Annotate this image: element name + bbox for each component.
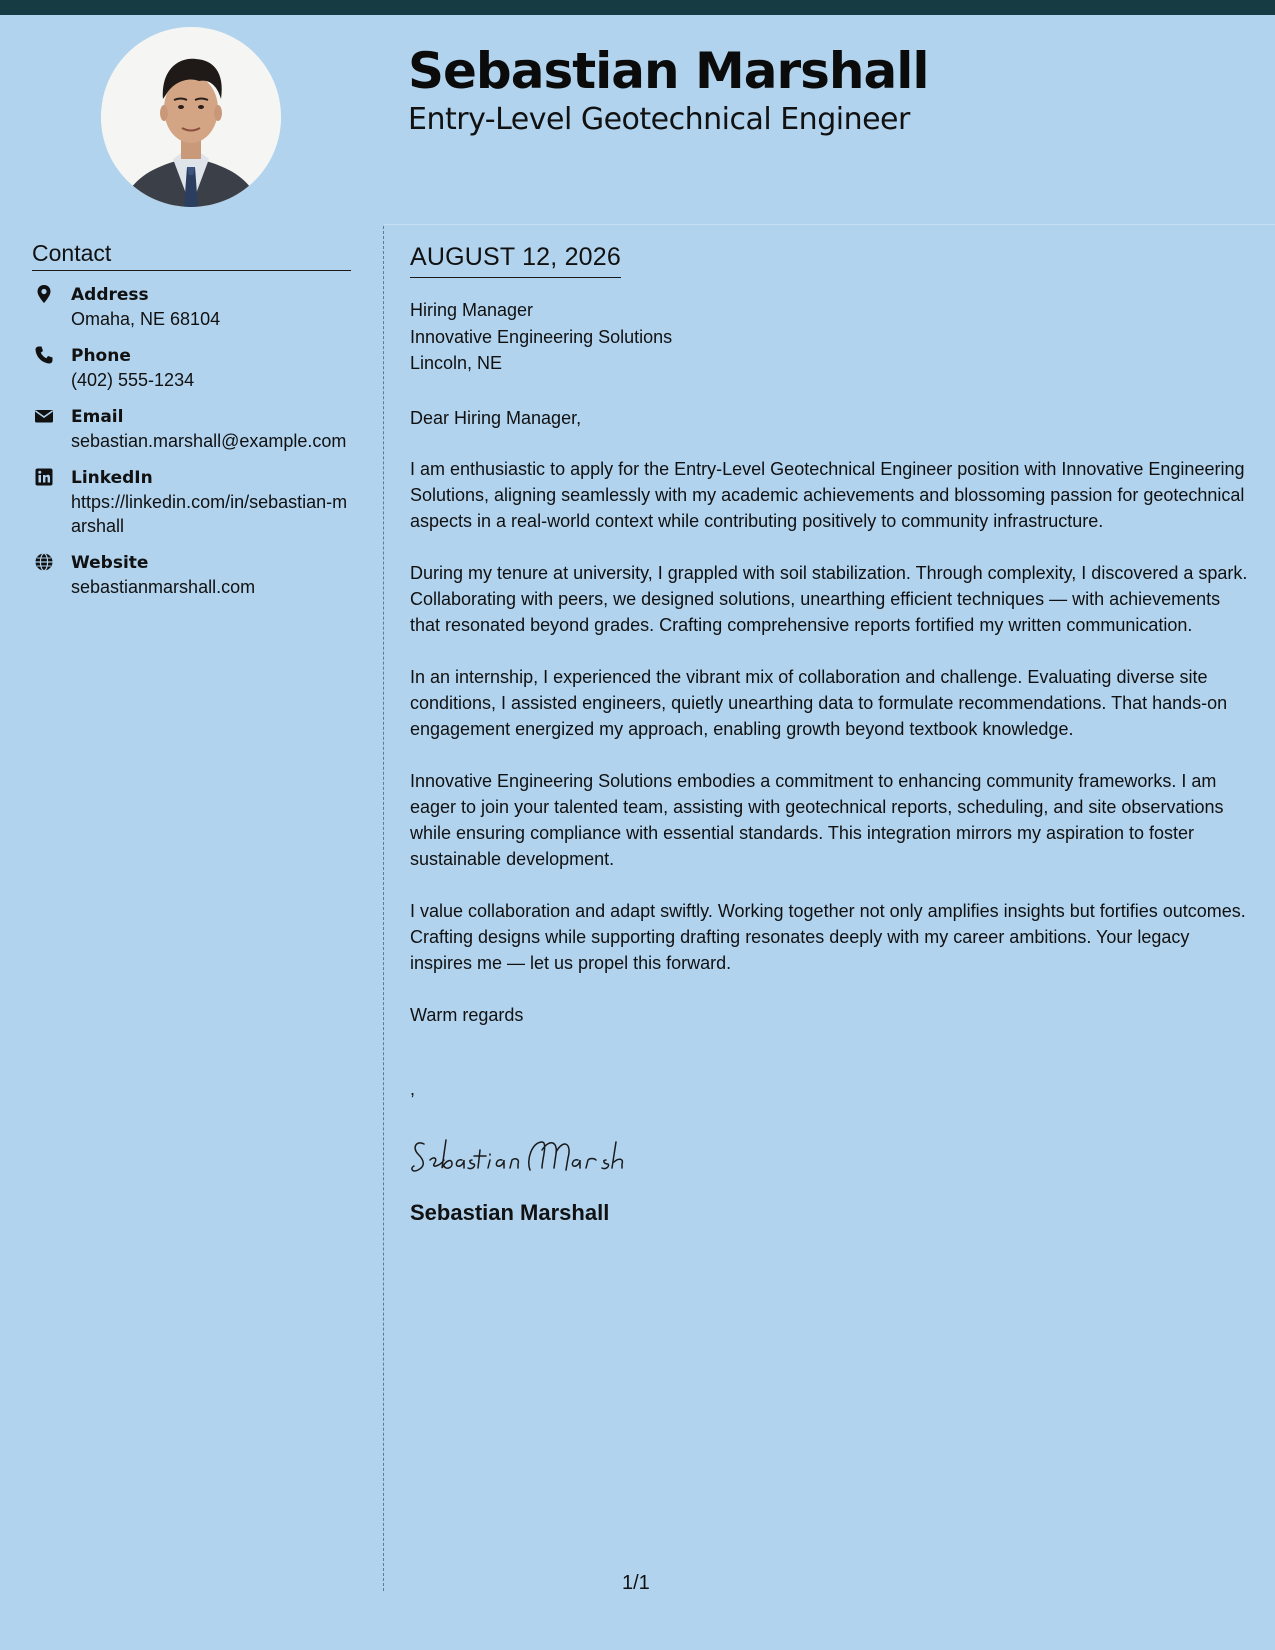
contact-heading: Contact — [32, 240, 351, 271]
closing-line: Warm regards — [410, 1004, 524, 1025]
contact-phone-label: Phone — [71, 346, 131, 366]
contact-email — [32, 405, 351, 453]
closing-comma: , — [410, 1078, 416, 1099]
signed-name: Sebastian Marshall — [410, 1199, 610, 1225]
contact-linkedin — [32, 466, 351, 538]
contact-address — [32, 283, 351, 331]
phone-icon — [34, 345, 54, 365]
applicant-job-title: Entry-Level Geotechnical Engineer — [408, 102, 910, 137]
contact-phone-value: (402) 555-1234 — [71, 370, 195, 390]
contact-website-value[interactable]: sebastianmarshall.com — [71, 577, 256, 597]
applicant-name: Sebastian Marshall — [408, 42, 929, 100]
envelope-icon — [34, 406, 54, 426]
letter-date: AUGUST 12, 2026 — [410, 240, 621, 278]
contact-address-value: Omaha, NE 68104 — [71, 309, 221, 329]
recipient-block — [410, 297, 1250, 377]
location-pin-icon — [34, 284, 54, 304]
contact-email-label: Email — [71, 407, 124, 427]
contact-website-label: Website — [71, 553, 149, 573]
contact-address-label: Address — [71, 285, 149, 305]
salutation: Dear Hiring Manager, — [410, 407, 582, 428]
letter-paragraph: In an internship, I experienced the vibrant mix of collaboration and challenge. Evaluating diverse site conditions, I assisted engineers, quietly unearthing data to formulate recommendations. That hands-on engagement energized my approach, enabling growth beyond textbook knowledge. — [410, 666, 1228, 739]
page-number: 1/1 — [622, 1572, 650, 1594]
profile-photo — [101, 27, 281, 207]
letter-paragraph: During my tenure at university, I grappled with soil stabilization. Through complexity, I discovered a spark. Collaborating with peers, we designed solutions, unearthing efficient techniques — with achievements that resonated beyond grades. Crafting comprehensive reports fortified my written communication. — [410, 562, 1248, 635]
globe-icon — [34, 552, 54, 572]
recipient-company: Innovative Engineering Solutions — [410, 326, 673, 347]
linkedin-icon — [34, 467, 54, 487]
contact-phone — [32, 344, 351, 392]
letter-paragraph: I am enthusiastic to apply for the Entry-Level Geotechnical Engineer position with Innovative Engineering Solutions, aligning seamlessly with my academic achievements and blossoming passion for geotechnical aspects in a real-world context while contributing positively to community infrastructure. — [410, 458, 1245, 531]
recipient-location: Lincoln, NE — [410, 353, 503, 373]
recipient-name: Hiring Manager — [410, 300, 534, 320]
top-accent-bar — [0, 0, 1275, 15]
handwritten-signature — [410, 1130, 690, 1180]
column-divider — [383, 226, 384, 1591]
contact-email-value[interactable]: sebastian.marshall@example.com — [71, 431, 347, 451]
contact-sidebar — [32, 240, 351, 612]
contact-linkedin-label: LinkedIn — [71, 468, 153, 488]
contact-website — [32, 551, 351, 599]
cover-letter-body — [410, 240, 1250, 1226]
contact-linkedin-value[interactable]: https://linkedin.com/in/sebastian-marshall — [71, 492, 348, 536]
header-divider — [384, 224, 1275, 225]
letter-paragraph: Innovative Engineering Solutions embodies a commitment to enhancing community frameworks. I am eager to join your talented team, assisting with geotechnical reports, scheduling, and site observations while ensuring compliance with essential standards. This integration mirrors my aspiration to foster sustainable development. — [410, 770, 1224, 869]
letter-paragraph: I value collaboration and adapt swiftly. Working together not only amplifies insights but fortifies outcomes. Crafting designs while supporting drafting resonates deeply with my career ambitions. Your legacy inspires me — let us propel this forward. — [410, 900, 1246, 973]
